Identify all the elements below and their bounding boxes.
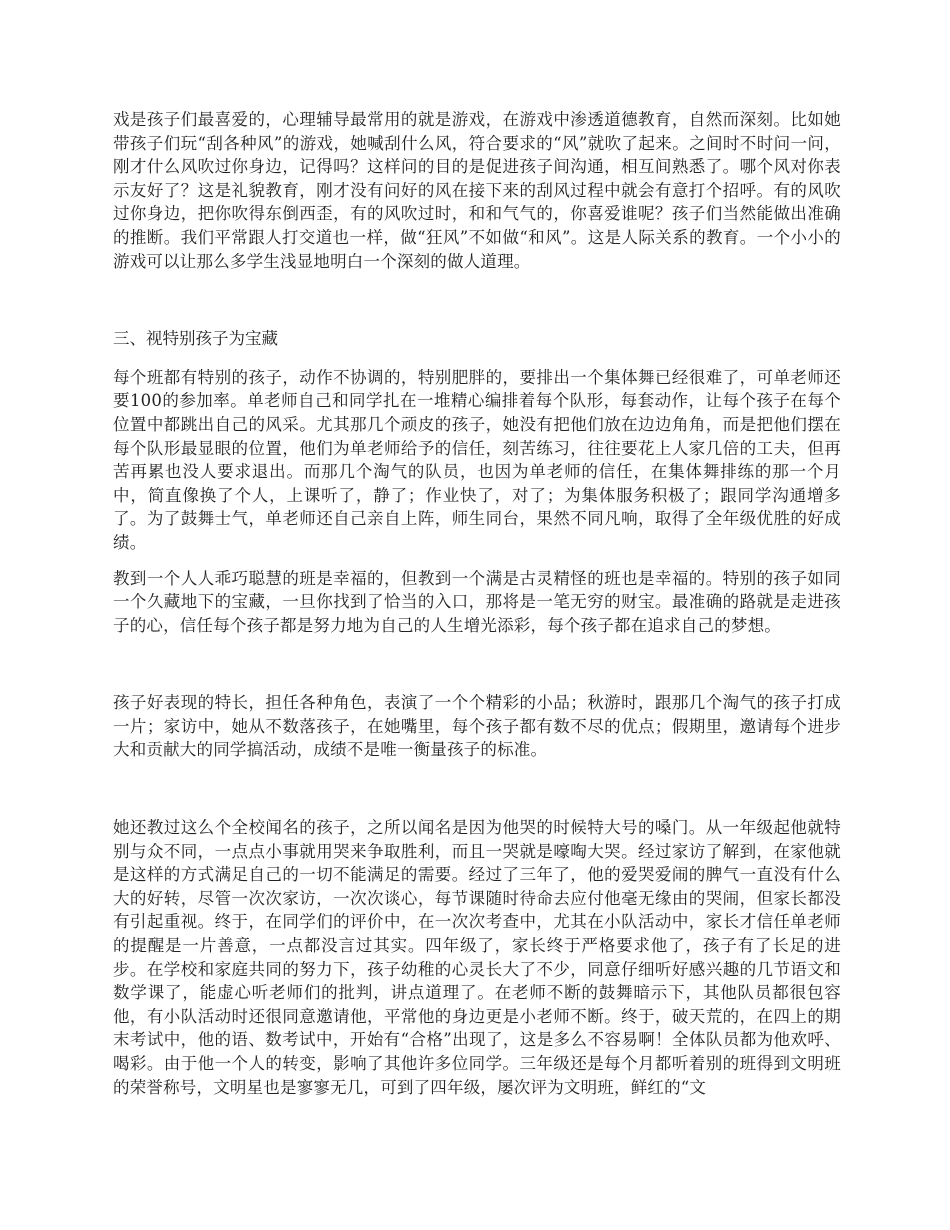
document-page bbox=[113, 108, 841, 1099]
paragraph-roles: 孩子好表现的特长，担任各种角色，表演了一个个精彩的小品；秋游时，跟那几个淘气的孩子打成一片；家访中，她从不数落孩子，在她嘴里，每个孩子都有数不尽的优点；假期里，邀请每个进步大和贡献大的同学搞活动，成绩不是唯一衡量孩子的标准。 bbox=[113, 693, 841, 760]
paragraph-crying-child: 她还教过这么个全校闻名的孩子，之所以闻名是因为他哭的时候特大号的嗓门。从一年级起他就特别与众不同，一点点小事就用哭来争取胜利，而且一哭就是嚎啕大哭。经过家访了解到，在家他就是这样的方式满足自己的一切不能满足的需要。经过了三年了，他的爱哭爱闹的脾气一直没有什么大的好转，尽管一次次家访，一次次谈心，每节课随时待命去应付他毫无缘由的哭闹，但家长都没有引起重视。终于，在同学们的评价中，在一次次考查中，尤其在小队活动中，家长才信任单老师的提醒是一片善意，一点都没言过其实。四年级了，家长终于严格要求他了，孩子有了长足的进步。在学校和家庭共同的努力下，孩子幼稚的心灵长大了不少，同意仔细听好感兴趣的几节语文和数学课了，能虚心听老师们的批判，讲点道理了。在老师不断的鼓舞暗示下，其他队员都很包容他，有小队活动时还很同意邀请他，平常他的身边更是小老师不断。终于，破天荒的，在四上的期末考试中，他的语、数考试中，开始有“合格”出现了，这是多么不容易啊！全体队员都为他欢呼、喝彩。由于他一个人的转变，影响了其他许多位同学。三年级还是每个月都听着别的班得到文明班的荣誉称号，文明星也是寥寥无几，可到了四年级，屡次评为文明班，鲜红的“文 bbox=[113, 818, 841, 1097]
paragraph-group-dance: 每个班都有特别的孩子，动作不协调的，特别肥胖的，要排出一个集体舞已经很难了，可单老师还要100的参加率。单老师自己和同学扎在一堆精心编排着每个队形，每套动作，让每个孩子在每个位置中都跳出自己的风采。尤其那几个顽皮的孩子，她没有把他们放在边边角角，而是把他们摆在每个队形最显眼的位置，他们为单老师给予的信任，刻苦练习，往往要花上人家几倍的工夫，但再苦再累也没人要求退出。而那几个淘气的队员，也因为单老师的信任，在集体舞排练的那一个月中，简直像换了个人，上课听了，静了；作业快了，对了；为集体服务积极了；跟同学沟通增多了。为了鼓舞士气，单老师还自己亲自上阵，师生同台，果然不同凡响，取得了全年级优胜的好成绩。 bbox=[113, 367, 841, 552]
paragraph-game-education: 戏是孩子们最喜爱的，心理辅导最常用的就是游戏，在游戏中渗透道德教育，自然而深刻。比如她带孩子们玩“刮各种风”的游戏，她喊刮什么风，符合要求的“风”就吹了起来。之间时不时问一问，刚才什么风吹过你身边，记得吗？这样问的目的是促进孩子间沟通，相互间熟悉了。哪个风对你表示友好了？这是礼貌教育，刚才没有问好的风在接下来的刮风过程中就会有意打个招呼。有的风吹过你身边，把你吹得东倒西歪，有的风吹过时，和和气气的，你喜爱谁呢？孩子们当然能做出准确的推断。我们平常跟人打交道也一样，做“狂风”不如做“和风”。这是人际关系的教育。一个小小的游戏可以让那么多学生浅显地明白一个深刻的做人道理。 bbox=[113, 110, 841, 271]
section-heading: 三、视特别孩子为宝藏 bbox=[113, 329, 278, 349]
paragraph-treasure: 教到一个人人乖巧聪慧的班是幸福的，但教到一个满是古灵精怪的班也是幸福的。特别的孩子如同一个久藏地下的宝藏，一旦你找到了恰当的入口，那将是一笔无穷的财宝。最准确的路就是走进孩子的心，信任每个孩子都是努力地为自己的人生增光添彩，每个孩子都在追求自己的梦想。 bbox=[113, 568, 841, 635]
